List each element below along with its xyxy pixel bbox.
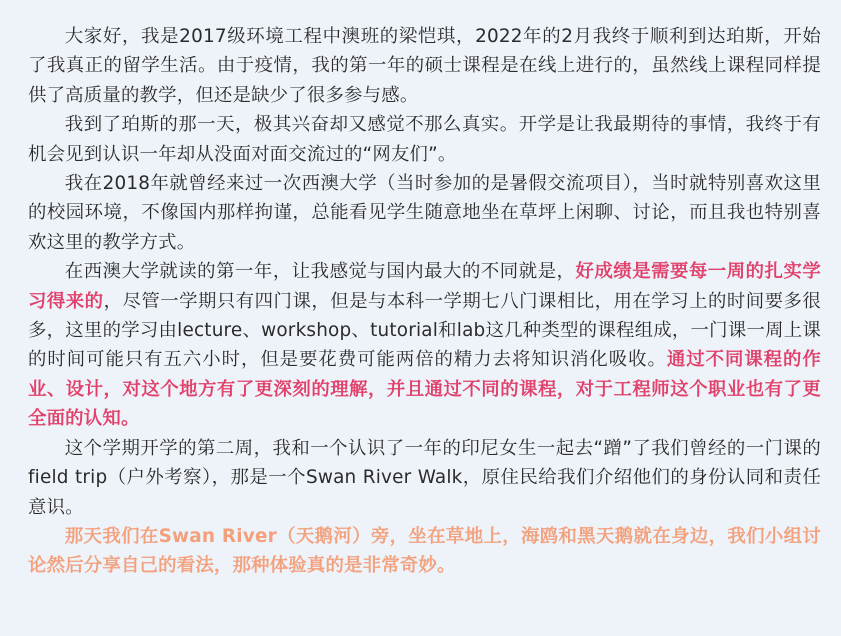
highlight-swan-river: 那天我们在Swan River（天鹅河）旁，坐在草地上，海鸥和黑天鹅就在身边，我们小组讨论然后分享自己的看法，那种体验真的是非常奇妙。 xyxy=(28,525,821,577)
first-year-text-1: 在西澳大学就读的第一年，让我感觉与国内最大的不同就是， xyxy=(64,261,576,283)
paragraph-swan-river xyxy=(28,522,821,581)
highlight-deeper-understanding: 通过不同课程的作业、设计，对这个地方有了更深刻的理解，并且通过不同的课程，对于工程师这个职业也有了更全面的认知。 xyxy=(28,349,821,430)
paragraph-field-trip: 这个学期开学的第二周，我和一个认识了一年的印尼女生一起去“蹭”了我们曾经的一门课的field trip（户外考察），那是一个Swan River Walk，原住民给我们介绍他们的身份认同和责任意识。 xyxy=(28,437,821,518)
paragraph-2018-visit: 我在2018年就曾经来过一次西澳大学（当时参加的是暑假交流项目），当时就特别喜欢这里的校园环境，不像国内那样拘谨，总能看见学生随意地坐在草坪上闲聊、讨论，而且我也特别喜欢这里的教学方式。 xyxy=(28,173,821,253)
paragraph-first-year xyxy=(28,257,821,433)
highlight-good-grades: 好成绩是需要每一周的扎实学习得来的 xyxy=(28,261,821,312)
paragraph-arrival: 我到了珀斯的那一天，极其兴奋却又感觉不那么真实。开学是让我最期待的事情，我终于有机会见到认识一年却从没面对面交流过的“网友们”。 xyxy=(28,114,821,165)
paragraph-intro: 大家好，我是2017级环境工程中澳班的梁恺琪，2022年的2月我终于顺利到达珀斯，开始了我真正的留学生活。由于疫情，我的第一年的硕士课程是在线上进行的，虽然线上课程同样提供了高质量的教学，但还是缺少了很多参与感。 xyxy=(28,26,821,106)
first-year-text-2: ，尽管一学期只有四门课，但是与本科一学期七八门课相比，用在学习上的时间要多很多，这里的学习由lecture、workshop、tutorial和lab这几种类型的课程组成，一门课一周上课的时间可能只有五六小时，但是要花费可能两倍的精力去将知识消化吸收。 xyxy=(28,290,821,371)
